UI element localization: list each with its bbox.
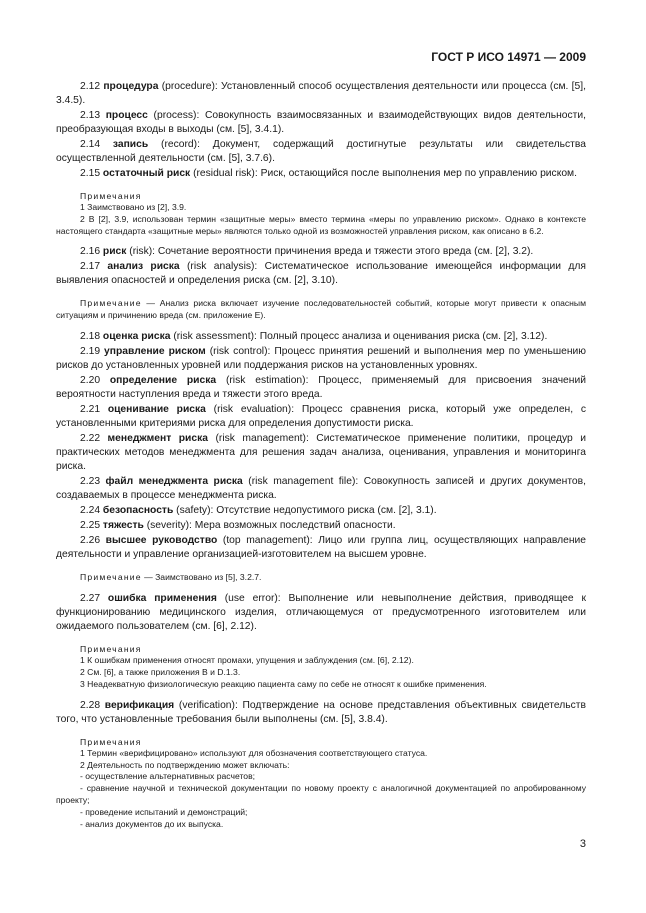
term-name: верификация [104, 699, 175, 711]
term-definition [56, 403, 586, 431]
note-item: - проведение испытаний и демонстраций; [80, 806, 248, 817]
term-description: (severity): Мера возможных последствий опасности. [143, 520, 396, 532]
term-description: (risk evaluation): Процесс сравнения риска, который уже определен, с установленными критериями риска для определения допустимости риска. [56, 404, 586, 430]
note-item: - сравнение научной и технической документации по новому проекту с аналогичной документацией по апробированному проекту; [56, 783, 586, 805]
term-name: остаточный риск [102, 168, 191, 179]
term-name: безопасность [102, 505, 174, 517]
term-name: анализ риска [107, 261, 180, 273]
note-item: 1 К ошибкам применения относят промахи, упущения и заблуждения (см. [6], 2.12). [80, 655, 414, 666]
term-description: (risk assessment): Полный процесс анализа и оценивания риска (см. [2], 3.12). [170, 331, 548, 343]
term-description: (top management): Лицо или группа лиц, осуществляющих направление деятельности и управление организацией-изготовителем на высшем уровне. [56, 535, 587, 561]
term-description: (procedure): Установленный способ осуществления деятельности или процесса (см. [5], 3.4.5). [56, 81, 586, 106]
term-name: оценивание риска [107, 404, 206, 416]
note-item: 3 Неадекватную физиологическую реакцию пациента саму по себе не относят к ошибке применения. [80, 678, 487, 689]
term-name: файл менеджмента риска [105, 476, 243, 488]
term-definition [56, 592, 586, 634]
term-description: (risk estimation): Процесс, применяемый для присвоения значений вероятности наступления вреда и тяжести этого вреда. [56, 375, 586, 401]
note-item: - осуществление альтернативных расчетов; [80, 771, 256, 782]
note-item: 2 См. [6], а также приложения B и D.1.3. [80, 667, 241, 678]
notes-heading: Примечания [80, 644, 142, 655]
term-description: (risk): Сочетание вероятности причинения вреда и тяжести этого вреда (см. [2], 3.2). [126, 246, 534, 258]
term-number: 2.18 [80, 331, 101, 343]
term-definition [56, 519, 586, 533]
term-description: (verification): Подтверждение на основе представления объективных свидетельств того, что установленные требования были выполнены (см. [5], 3.8.4). [56, 699, 586, 725]
term-number: 2.23 [80, 476, 101, 488]
term-definition [56, 330, 586, 344]
term-definition [56, 260, 586, 288]
page-number: 3 [579, 838, 586, 850]
term-name: запись [112, 139, 149, 150]
term-number: 2.26 [80, 535, 101, 547]
term-name: процедура [103, 81, 159, 92]
note-item: 2 В [2], 3.9, использован термин «защитные меры» вместо термина «меры по управлению риском». Однако в контексте настоящего стандарта «защитные меры» являются только одной из возможностей управления риском, как описано в 6.2. [56, 213, 586, 236]
note-text: — Анализ риска включает изучение последовательностей событий, которые могут привести к опасным ситуациям и причинению вреда (см. приложение E). [56, 298, 586, 321]
term-number: 2.25 [80, 520, 101, 532]
term-number: 2.17 [80, 261, 101, 273]
notes-heading: Примечания [80, 736, 142, 747]
term-number: 2.12 [80, 81, 101, 92]
term-description: (safety): Отсутствие недопустимого риска (см. [2], 3.1). [173, 505, 437, 517]
term-number: 2.15 [80, 168, 101, 179]
term-definition [56, 245, 586, 259]
term-name: управление риском [104, 346, 206, 358]
document-body [56, 80, 586, 830]
term-definition [56, 475, 586, 503]
term-number: 2.24 [80, 505, 101, 517]
term-definition [56, 699, 586, 727]
term-description: (risk analysis): Систематическое использование имеющейся информации для выявления опасностей и определения риска (см. [2], 3.10). [56, 261, 586, 287]
term-name: менеджмент риска [107, 433, 208, 445]
term-description: (risk management): Систематическое применение политики, процедур и практических методов менеджмента для решения задач анализа, оценивания, управления и мониторинга риска. [56, 433, 586, 473]
term-name: ошибка применения [107, 593, 217, 605]
term-number: 2.20 [80, 375, 101, 387]
term-definition [56, 534, 586, 562]
term-description: (process): Совокупность взаимосвязанных и взаимодействующих видов деятельности, преобразующая входы в выходы (см. [5], 3.4.1). [56, 110, 586, 135]
notes-heading: Примечания [80, 191, 142, 201]
term-name: высшее руководство [105, 535, 218, 547]
term-definition [56, 167, 586, 181]
term-description: (residual risk): Риск, остающийся после выполнения мер по управлению риском. [190, 168, 577, 179]
note-item: 2 Деятельность по подтверждению может включать: [80, 759, 290, 770]
term-name: процесс [105, 110, 148, 121]
term-description: (risk management file): Совокупность записей и других документов, создаваемых в процессе менеджмента риска. [56, 476, 586, 502]
term-definition [56, 504, 586, 518]
term-number: 2.16 [80, 246, 101, 258]
term-name: оценка риска [102, 331, 171, 343]
term-number: 2.27 [80, 593, 101, 605]
note-item: - анализ документов до их выпуска. [80, 818, 224, 829]
term-name: риск [102, 246, 127, 258]
term-definition [56, 80, 586, 108]
note-label: Примечание [80, 298, 142, 309]
term-definition [56, 138, 586, 166]
note-item: 1 Заимствовано из [2], 3.9. [80, 202, 187, 212]
note-item: 1 Термин «верифицировано» используют для обозначения соответствующего статуса. [80, 747, 428, 758]
term-number: 2.19 [80, 346, 101, 358]
term-description: (use error): Выполнение или невыполнение действия, приводящее к функционированию медицинского изделия, отличающемуся от предусмотренного изготовителем или ожидаемого пользователем (см. [6], 2.12). [56, 593, 586, 633]
term-number: 2.14 [80, 139, 101, 150]
term-description: (risk control): Процесс принятия решений и выполнения мер по уменьшению рисков до установленных уровней или поддержания рисков на установленных уровнях. [56, 346, 586, 372]
term-definition [56, 345, 586, 373]
term-definition [56, 109, 586, 137]
term-number: 2.13 [80, 110, 101, 121]
term-number: 2.28 [80, 699, 101, 711]
term-number: 2.22 [80, 433, 101, 445]
term-definition [56, 432, 586, 474]
note [56, 297, 586, 321]
note-label: Примечание [80, 572, 142, 583]
term-name: тяжесть [102, 520, 144, 532]
term-description: (record): Документ, содержащий достигнутые результаты или свидетельства осуществленной деятельности (см. [5], 3.7.6). [56, 139, 586, 164]
document-header: ГОСТ Р ИСО 14971 — 2009 [431, 50, 586, 64]
note-text: — Заимствовано из [5], 3.2.7. [141, 572, 262, 583]
term-definition [56, 374, 586, 402]
note [56, 571, 586, 583]
term-name: определение риска [109, 375, 217, 387]
term-number: 2.21 [80, 404, 101, 416]
